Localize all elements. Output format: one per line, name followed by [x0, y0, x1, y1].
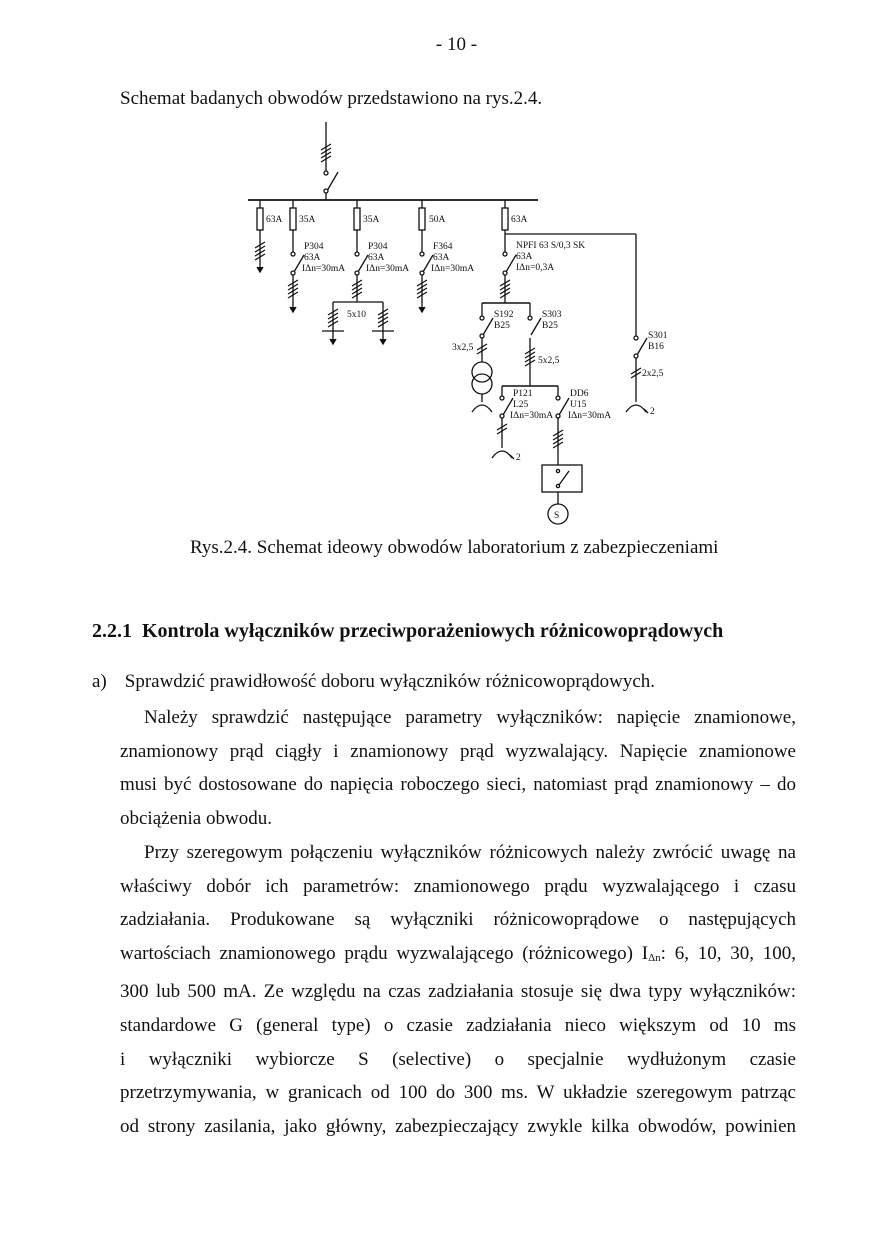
svg-text:3x2,5: 3x2,5	[452, 343, 474, 353]
svg-text:DD6: DD6	[570, 389, 589, 399]
svg-text:P121: P121	[513, 389, 533, 399]
paragraph-line: przetrzymywania, w granicach od 100 do 300 ms. W układzie szeregowym patrząc	[120, 1082, 796, 1104]
line-text: wartościach znamionowego prądu wyzwalającego (różnicowego) I	[120, 942, 649, 964]
subscript: Δn	[648, 951, 661, 964]
svg-text:35A: 35A	[299, 215, 316, 225]
feeder-1	[255, 200, 283, 272]
svg-text:IΔn=30mA: IΔn=30mA	[366, 264, 410, 274]
feeder-4	[417, 200, 474, 312]
svg-text:P304: P304	[304, 242, 324, 252]
svg-text:S303: S303	[542, 310, 562, 320]
svg-text:50A: 50A	[429, 215, 446, 225]
svg-text:F364: F364	[433, 242, 453, 252]
paragraph-line: właściwy dobór ich parametrów: znamionowego prądu wyzwalającego i czasu	[120, 875, 796, 897]
paragraph-line: zadziałania. Produkowane są wyłączniki różnicowoprądowe o następujących	[120, 909, 796, 931]
svg-text:35A: 35A	[363, 215, 380, 225]
svg-text:63A: 63A	[368, 253, 385, 263]
svg-text:5x2,5: 5x2,5	[538, 356, 560, 366]
svg-text:63A: 63A	[304, 253, 321, 263]
svg-text:5x10: 5x10	[347, 310, 366, 320]
svg-text:2: 2	[650, 407, 655, 417]
paragraph-1	[120, 701, 796, 835]
svg-text:IΔn=0,3A: IΔn=0,3A	[516, 263, 555, 273]
paragraph-line: obciążenia obwodu.	[120, 807, 272, 829]
svg-text:P304: P304	[368, 242, 388, 252]
circuit-diagram	[240, 110, 680, 530]
line-tail: : 6, 10, 30, 100,	[660, 942, 796, 964]
paragraph-line: Przy szeregowym połączeniu wyłączników różnicowych należy zwrócić uwagę na	[144, 842, 796, 863]
svg-text:B16: B16	[648, 342, 664, 352]
svg-text:63A: 63A	[511, 215, 528, 225]
section-number: 2.2.1	[92, 620, 132, 642]
svg-text:NPFI 63 S/0,3 SK: NPFI 63 S/0,3 SK	[516, 241, 586, 251]
section-title: Kontrola wyłączników przeciwporażeniowych różnicowoprądowych	[142, 620, 724, 642]
paragraph-line: Należy sprawdzić następujące parametry wyłączników: napięcie znamionowe,	[144, 707, 796, 728]
svg-text:IΔn=30mA: IΔn=30mA	[510, 411, 554, 421]
svg-text:S: S	[554, 511, 560, 521]
svg-text:2: 2	[516, 453, 521, 463]
svg-text:U15: U15	[570, 400, 587, 410]
figure-caption: Rys.2.4. Schemat ideowy obwodów laboratorium z zabezpieczeniami	[190, 537, 719, 558]
list-item-text: Sprawdzić prawidłowość doboru wyłączników różnicowoprądowych.	[124, 671, 656, 692]
svg-text:63A: 63A	[433, 253, 450, 263]
svg-text:IΔn=30mA: IΔn=30mA	[568, 411, 612, 421]
svg-text:S192: S192	[494, 310, 514, 320]
list-item-a	[92, 671, 655, 693]
svg-text:S301: S301	[648, 331, 668, 341]
paragraph-line: znamionowy prąd ciągły i znamionowy prąd wyzwalający. Napięcie znamionowe	[120, 740, 796, 762]
page-number: - 10 -	[435, 34, 478, 55]
intro-text: Schemat badanych obwodów przedstawiono na rys.2.4.	[120, 88, 543, 109]
svg-text:IΔn=30mA: IΔn=30mA	[431, 264, 475, 274]
svg-text:63A: 63A	[266, 215, 283, 225]
svg-text:L25: L25	[513, 400, 529, 410]
paragraph-line: i wyłączniki wybiorcze S (selective) o specjalnie wydłużonym czasie	[120, 1048, 796, 1070]
svg-text:B25: B25	[494, 321, 510, 331]
paragraph-line	[120, 937, 796, 976]
svg-text:2x2,5: 2x2,5	[642, 369, 664, 379]
paragraph-line: 300 lub 500 mA. Ze względu na czas zadziałania stosuje się dwa typy wyłączników:	[120, 981, 796, 1003]
section-heading	[92, 620, 723, 643]
paragraph-line: musi być dostosowane do napięcia roboczego sieci, natomiast prąd znamionowy – do	[120, 774, 796, 796]
svg-text:B25: B25	[542, 321, 558, 331]
paragraph-2	[120, 836, 796, 1143]
feeder-5	[452, 200, 668, 524]
svg-text:IΔn=30mA: IΔn=30mA	[302, 264, 346, 274]
paragraph-line: od strony zasilania, jako główny, zabezpieczający zwykle kilka obwodów, powinien	[120, 1115, 796, 1137]
svg-text:63A: 63A	[516, 252, 533, 262]
feeder-2	[288, 200, 345, 312]
paragraph-line: standardowe G (general type) o czasie zadziałania nieco większym od 10 ms	[120, 1014, 796, 1036]
list-marker: a)	[92, 671, 107, 692]
